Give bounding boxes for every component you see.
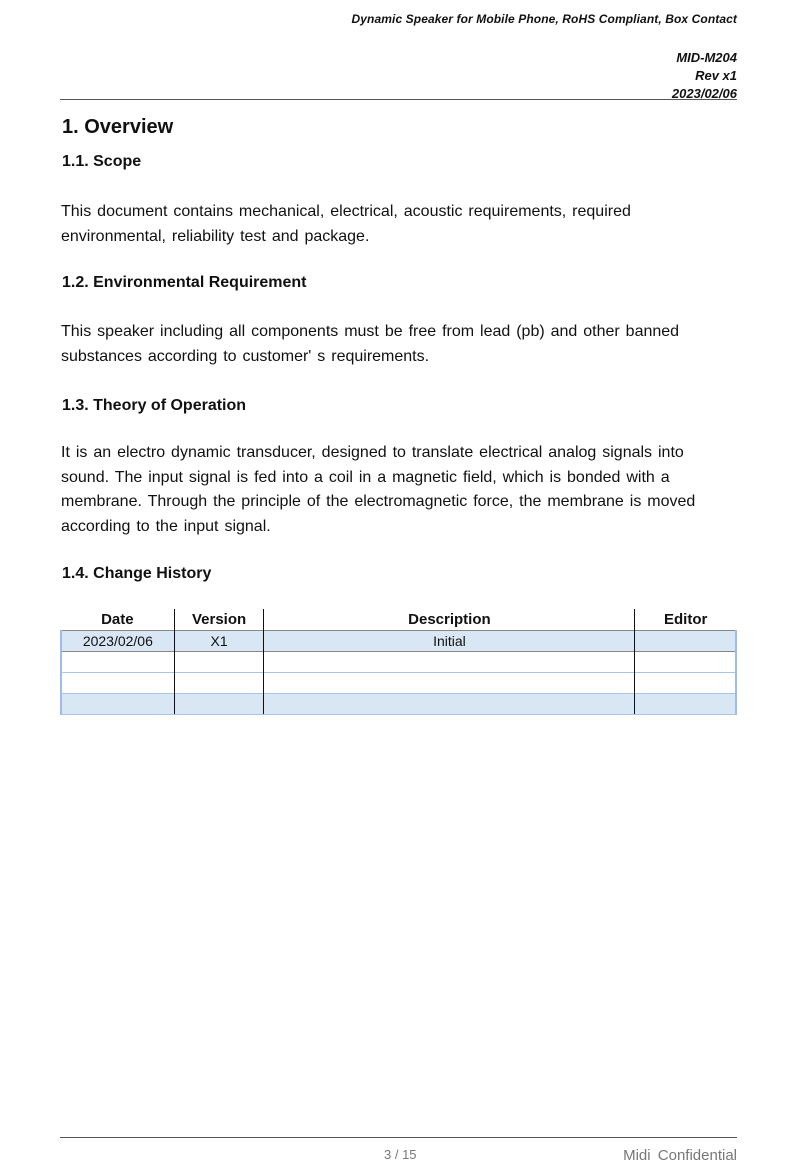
doc-info xyxy=(672,49,737,103)
cell-version xyxy=(174,673,264,694)
cell-version xyxy=(174,652,264,673)
environmental-heading: 1.2. Environmental Requirement xyxy=(62,274,307,291)
cell-description xyxy=(264,694,635,715)
scope-body: This document contains mechanical, electrical, acoustic requirements, required environmental, reliability test and package. xyxy=(61,203,631,245)
cell-editor xyxy=(635,694,736,715)
cell-date xyxy=(61,673,174,694)
cell-description xyxy=(264,673,635,694)
product-line: Dynamic Speaker for Mobile Phone, RoHS Compliant, Box Contact xyxy=(351,12,737,26)
col-version: Version xyxy=(174,609,264,631)
revision: Rev x1 xyxy=(695,68,737,83)
environmental-body: This speaker including all components must be free from lead (pb) and other banned substances according to customer' s requirements. xyxy=(61,323,680,365)
theory-body: It is an electro dynamic transducer, designed to translate electrical analog signals into sound. The input signal is fed into a coil in a magnetic field, which is bonded with a membrane. Through the principle of the electromagnetic force, the membrane is moved according to the input signal. xyxy=(61,444,696,535)
cell-editor xyxy=(635,652,736,673)
theory-heading: 1.3. Theory of Operation xyxy=(62,397,247,414)
cell-date xyxy=(61,694,174,715)
cell-description: Initial xyxy=(264,631,635,652)
doc-date: 2023/02/06 xyxy=(671,86,737,101)
footer-divider xyxy=(60,1137,737,1138)
cell-version xyxy=(174,694,264,715)
col-date: Date xyxy=(61,609,174,631)
table-row xyxy=(61,652,736,673)
page-number: 3 / 15 xyxy=(384,1147,417,1162)
table-row xyxy=(61,694,736,715)
header-divider xyxy=(60,99,737,100)
col-description: Description xyxy=(264,609,635,631)
table-row xyxy=(61,631,736,652)
section-title: 1. Overview xyxy=(62,116,174,138)
change-history-table xyxy=(60,609,737,715)
table-header-row xyxy=(61,609,736,631)
scope-heading: 1.1. Scope xyxy=(62,153,142,170)
confidential-label: Midi Confidential xyxy=(623,1147,737,1164)
cell-description xyxy=(264,652,635,673)
change-history-heading: 1.4. Change History xyxy=(62,565,212,582)
col-editor: Editor xyxy=(635,609,736,631)
cell-editor xyxy=(635,673,736,694)
doc-id: MID-M204 xyxy=(676,50,737,65)
table-row xyxy=(61,673,736,694)
cell-date: 2023/02/06 xyxy=(61,631,174,652)
cell-editor xyxy=(635,631,736,652)
cell-date xyxy=(61,652,174,673)
cell-version: X1 xyxy=(174,631,264,652)
